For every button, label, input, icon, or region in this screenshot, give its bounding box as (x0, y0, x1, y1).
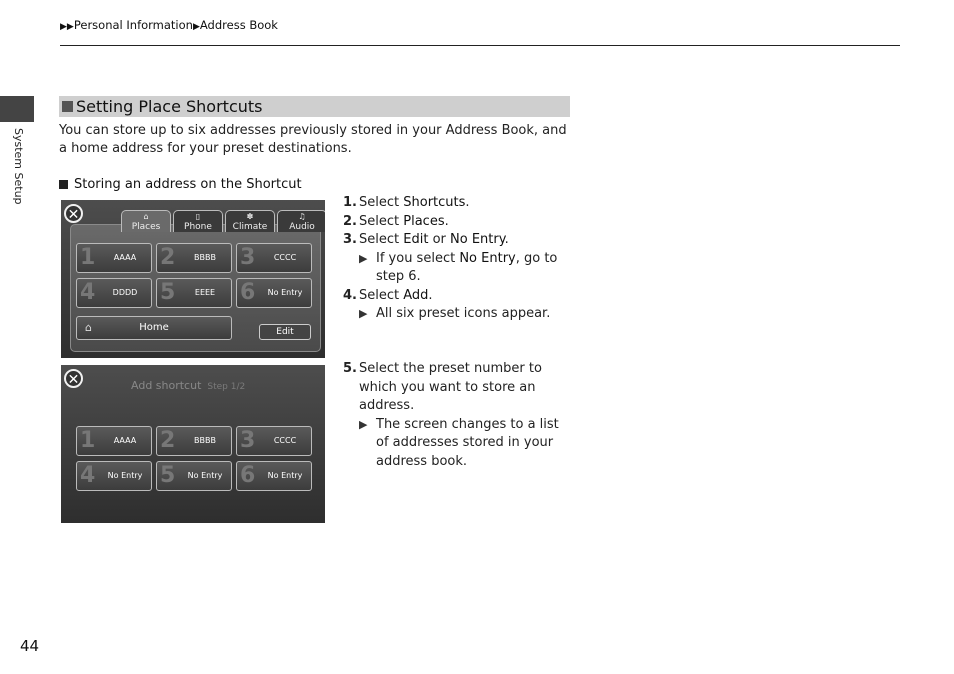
step-text: Select (359, 287, 404, 303)
preset-value: No Entry (107, 471, 143, 480)
close-icon[interactable]: ✕ (64, 204, 83, 223)
home-label: Home (139, 322, 169, 333)
step-key: No Entry (450, 232, 505, 247)
preset-slot-1[interactable] (76, 426, 152, 456)
step-result (343, 250, 573, 287)
tab-label: Phone (184, 222, 212, 232)
step-text: Select (359, 213, 404, 229)
step-text: . (465, 195, 470, 210)
square-bullet-icon (59, 180, 68, 189)
preset-slot-6[interactable] (236, 461, 312, 491)
step-item (343, 287, 573, 306)
tab-audio[interactable] (277, 210, 325, 232)
preset-number: 6 (240, 280, 256, 305)
square-bullet-icon (62, 101, 73, 112)
close-icon[interactable]: ✕ (64, 369, 83, 388)
preset-number: 1 (80, 428, 96, 453)
preset-number: 5 (160, 280, 176, 305)
step-text: Select (359, 232, 404, 247)
preset-slot-5[interactable] (156, 278, 232, 308)
step-text: or (428, 232, 451, 247)
triangle-right-icon: ▶ (192, 22, 200, 32)
tab-label: Places (131, 222, 161, 232)
step-text: All six preset icons appear. (376, 306, 551, 321)
result-arrow-icon: ▶ (359, 417, 368, 431)
preset-number: 5 (160, 463, 176, 488)
subsection-heading (59, 177, 302, 192)
tab-label: Audio (289, 222, 315, 232)
preset-value: No Entry (267, 288, 303, 297)
step-key: Places (403, 213, 445, 229)
preset-slot-2[interactable] (156, 426, 232, 456)
edit-button[interactable]: Edit (259, 324, 311, 340)
preset-value: AAAA (113, 253, 137, 262)
step-number: 3. (343, 232, 357, 247)
home-button[interactable] (76, 316, 232, 340)
preset-number: 3 (240, 428, 256, 453)
header-divider (60, 45, 900, 46)
preset-value: BBBB (194, 436, 216, 445)
step-item (343, 213, 573, 232)
preset-value: EEEE (194, 288, 216, 297)
preset-number: 6 (240, 463, 256, 488)
step-text: The screen changes to a list of addresses stored in your address book. (376, 416, 559, 469)
section-intro: You can store up to six addresses previously stored in your Address Book, and a home address for your preset destinations. (59, 123, 567, 156)
step-item (343, 231, 573, 250)
preset-value: DDDD (112, 288, 138, 297)
fan-icon: ✽ (246, 212, 254, 221)
chapter-tab (0, 96, 34, 122)
step-number: 1. (343, 195, 357, 210)
step-result (343, 416, 573, 472)
page-number: 44 (20, 637, 40, 655)
result-arrow-icon: ▶ (359, 251, 368, 265)
step-text: . (428, 287, 433, 303)
preset-number: 2 (160, 428, 176, 453)
preset-slot-4[interactable] (76, 461, 152, 491)
step-key: Edit (403, 232, 429, 247)
add-shortcut-screen (61, 365, 325, 523)
preset-value: BBBB (194, 253, 216, 262)
preset-value: CCCC (273, 436, 297, 445)
step-text: , go to step 6. (376, 250, 558, 284)
step-item (343, 360, 573, 416)
preset-value: CCCC (273, 253, 297, 262)
preset-number: 4 (80, 463, 96, 488)
step-item (343, 194, 573, 213)
preset-slot-2[interactable] (156, 243, 232, 273)
preset-number: 3 (240, 245, 256, 270)
music-note-icon: ♫ (298, 212, 306, 221)
preset-number: 4 (80, 280, 96, 305)
preset-grid (76, 426, 312, 491)
step-indicator: Step 1/2 (207, 382, 246, 392)
preset-slot-3[interactable] (236, 243, 312, 273)
preset-slot-5[interactable] (156, 461, 232, 491)
tab-phone[interactable] (173, 210, 223, 232)
steps-list-b (343, 360, 573, 471)
preset-slot-1[interactable] (76, 243, 152, 273)
breadcrumb-item-address-book[interactable]: Address Book (199, 18, 278, 32)
subsection-title: Storing an address on the Shortcut (74, 177, 302, 192)
tab-climate[interactable] (225, 210, 275, 232)
preset-number: 2 (160, 245, 176, 270)
section-heading (59, 96, 570, 117)
preset-value: No Entry (187, 471, 223, 480)
preset-slot-6[interactable] (236, 278, 312, 308)
breadcrumb-item-personal-information[interactable]: Personal Information (73, 18, 193, 32)
preset-grid (76, 243, 312, 308)
tab-label: Climate (232, 222, 268, 232)
step-key: Add (403, 287, 429, 303)
shortcut-tabs (121, 210, 325, 232)
step-text: . (444, 213, 449, 229)
step-number: 5. (343, 361, 357, 376)
home-icon: ⌂ (143, 212, 149, 221)
step-text: Select (359, 195, 404, 210)
section-title: Setting Place Shortcuts (76, 97, 263, 116)
phone-icon: ▯ (195, 212, 201, 221)
step-text: . (504, 232, 509, 247)
step-key: No Entry (459, 250, 516, 266)
screen-title-text: Add shortcut (131, 379, 202, 392)
shortcuts-screen (61, 200, 325, 358)
screen-title (131, 379, 245, 392)
step-result (343, 305, 573, 324)
triangle-right-icon: ▶▶ (60, 22, 74, 32)
house-icon: ⌂ (85, 321, 92, 334)
tab-places[interactable] (121, 210, 171, 232)
steps-list-a (343, 194, 573, 324)
preset-slot-4[interactable] (76, 278, 152, 308)
step-number: 2. (343, 213, 357, 229)
step-text: Select the preset number to which you want to store an address. (359, 361, 542, 413)
preset-value: No Entry (267, 471, 303, 480)
breadcrumb (60, 18, 278, 32)
result-arrow-icon: ▶ (359, 307, 368, 320)
preset-value: AAAA (113, 436, 137, 445)
preset-number: 1 (80, 245, 96, 270)
preset-slot-3[interactable] (236, 426, 312, 456)
chapter-label: System Setup (12, 128, 25, 205)
step-text: If you select (376, 250, 460, 266)
step-number: 4. (343, 287, 357, 303)
step-key: Shortcuts (403, 195, 466, 210)
